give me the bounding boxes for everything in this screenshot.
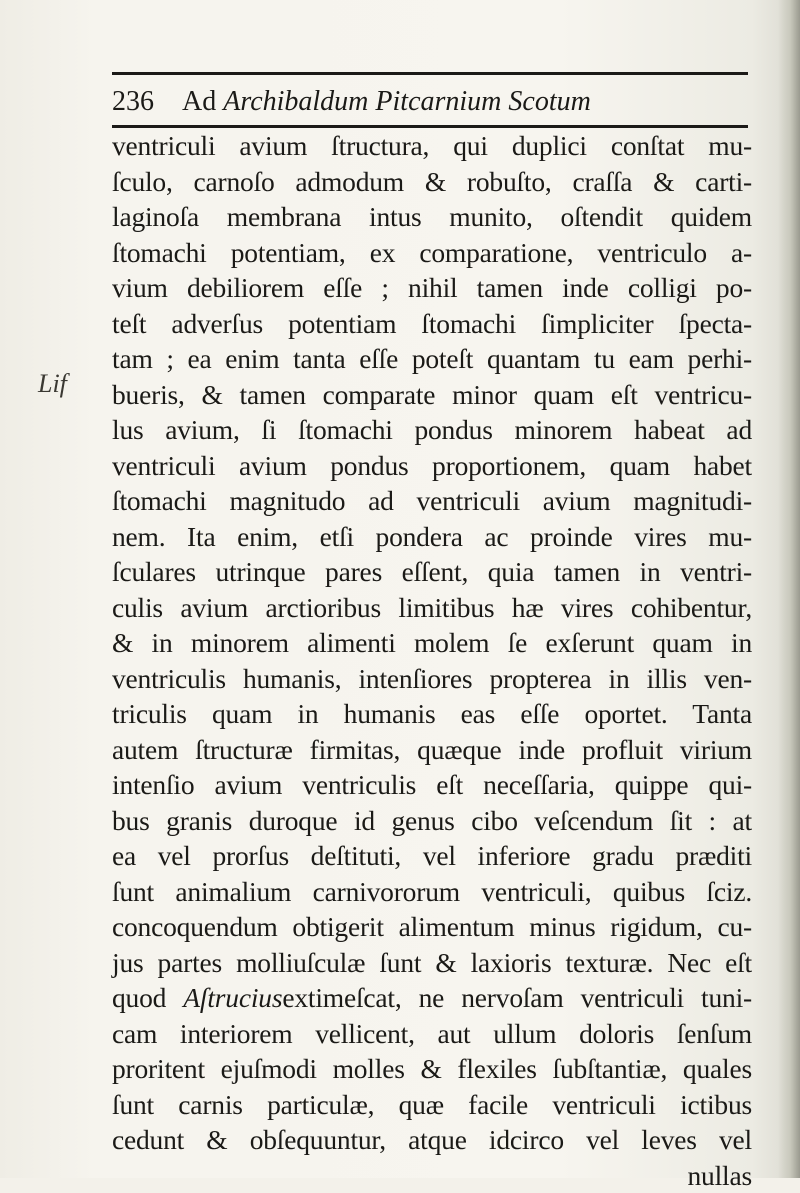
text-line: cam interiorem vellicent, aut ullum doloris ſenſum: [112, 1016, 752, 1052]
text-line: & in minorem alimenti molem ſe exſerunt quam in: [112, 625, 752, 661]
text-line: ſtomachi magnitudo ad ventriculi avium magnitudi-: [112, 483, 752, 519]
handwritten-margin-note: Lif: [38, 369, 67, 399]
text-line: ventriculi avium ſtructura, qui duplici conſtat mu-: [112, 128, 752, 164]
page-header: [112, 86, 752, 122]
text-line: autem ſtructuræ firmitas, quæque inde profluit virium: [112, 732, 752, 768]
text-line: concoquendum obtigerit alimentum minus rigidum, cu-: [112, 909, 752, 945]
text-line-with-italic: [112, 980, 752, 1016]
top-rule: [112, 72, 748, 75]
body-text: [112, 128, 752, 1193]
page-number: 236: [112, 86, 154, 118]
text-line: bus granis duroque id genus cibo veſcendum ſit : at: [112, 803, 752, 839]
running-head-italic: Archibaldum Pitcarnium Scotum: [223, 86, 591, 117]
text-line: intenſio avium ventriculis eſt neceſſaria, quippe qui-: [112, 767, 752, 803]
text-segment: quod: [112, 982, 166, 1013]
text-line: tam ; ea enim tanta eſſe poteſt quantam tu eam perhi-: [112, 341, 752, 377]
running-head: [182, 86, 591, 118]
text-line: ea vel prorſus deſtituti, vel inferiore gradu præditi: [112, 838, 752, 874]
text-line: proritent ejuſmodi molles & flexiles ſubſtantiæ, quales: [112, 1051, 752, 1087]
text-line: vium debiliorem eſſe ; nihil tamen inde colligi po-: [112, 270, 752, 306]
text-segment: extimeſcat, ne nervoſam ventriculi tuni-: [282, 982, 752, 1013]
italic-name: Aſtrucius: [183, 982, 282, 1013]
text-line: ventriculis humanis, intenſiores propterea in illis ven-: [112, 661, 752, 697]
text-line: ſculares utrinque pares eſſent, quia tamen in ventri-: [112, 554, 752, 590]
running-head-prefix: Ad: [182, 86, 216, 117]
text-line: ventriculi avium pondus proportionem, quam habet: [112, 448, 752, 484]
catchword: nullas: [112, 1158, 752, 1193]
text-line: triculis quam in humanis eas eſſe oportet. Tanta: [112, 696, 752, 732]
text-line: teſt adverſus potentiam ſtomachi ſimpliciter ſpecta-: [112, 306, 752, 342]
text-line: nem. Ita enim, etſi pondera ac proinde vires mu-: [112, 519, 752, 555]
text-line: ſtomachi potentiam, ex comparatione, ventriculo a-: [112, 235, 752, 271]
text-line: cedunt & obſequuntur, atque idcirco vel leves vel: [112, 1122, 752, 1158]
text-line: lus avium, ſi ſtomachi pondus minorem habeat ad: [112, 412, 752, 448]
text-line: ſculo, carnoſo admodum & robuſto, craſſa & carti-: [112, 164, 752, 200]
text-line: bueris, & tamen comparate minor quam eſt ventricu-: [112, 377, 752, 413]
text-line: ſunt animalium carnivororum ventriculi, quibus ſciz.: [112, 874, 752, 910]
text-line: culis avium arctioribus limitibus hæ vires cohibentur,: [112, 590, 752, 626]
text-line: jus partes molliuſculæ ſunt & laxioris texturæ. Nec eſt: [112, 945, 752, 981]
text-line: laginoſa membrana intus munito, oſtendit quidem: [112, 199, 752, 235]
text-line: ſunt carnis particulæ, quæ facile ventriculi ictibus: [112, 1087, 752, 1123]
page-edge-shadow: [778, 0, 800, 1178]
